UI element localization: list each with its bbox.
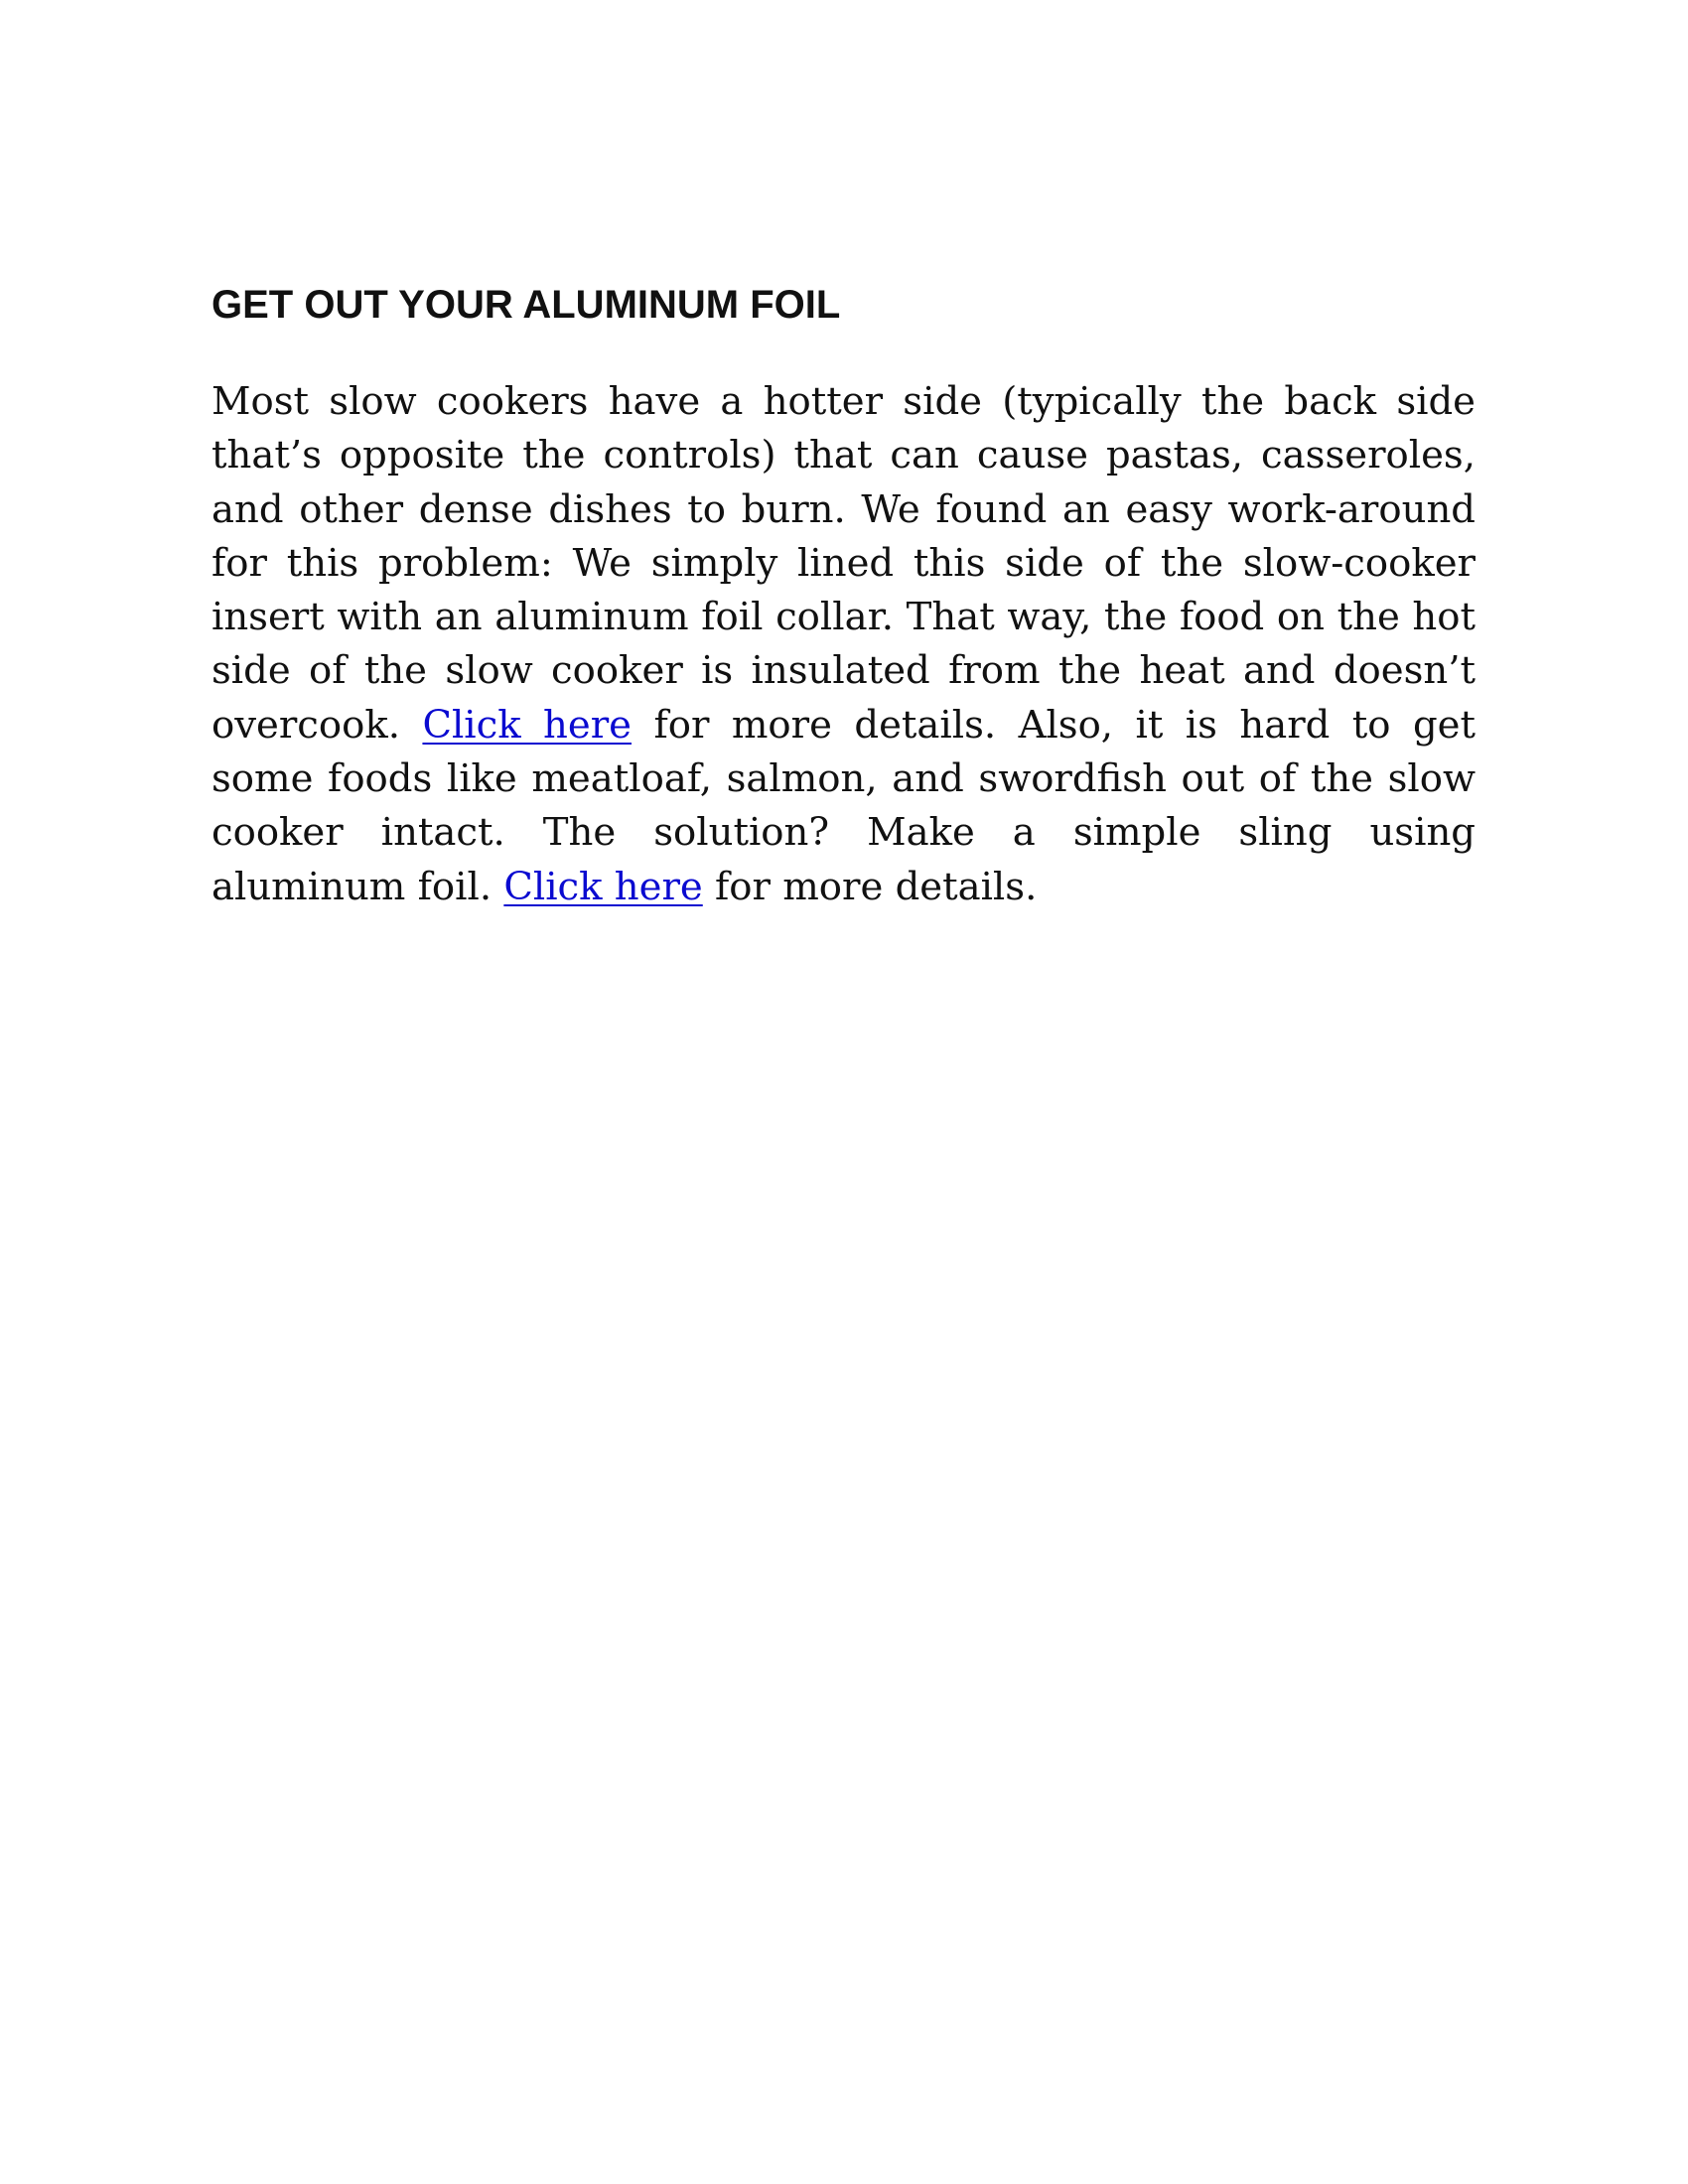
click-here-link-2[interactable]: Click here [503,864,703,909]
body-paragraph [211,375,1476,914]
section-heading: GET OUT YOUR ALUMINUM FOIL [211,283,841,327]
paragraph-text-3: for more details. [702,864,1038,909]
paragraph-text-1: Most slow cookers have a hotter side (typically the back side that’s opposite the controls) that can cause pastas, casseroles, and other dense dishes to burn. We found an easy work-around for this problem: We simply lined this side of the slow-cooker insert with an aluminum foil collar. That way, the food on the hot side of the slow cooker is insulated from the heat and doesn’t overcook. [211,379,1476,748]
click-here-link-1[interactable]: Click here [422,702,633,748]
paragraph-text-2: for more details. Also, it is hard to get some foods like meatloaf, salmon, and swordfish out of the slow cooker intact. The solution? Make a simple sling using aluminum foil. [211,702,1476,909]
